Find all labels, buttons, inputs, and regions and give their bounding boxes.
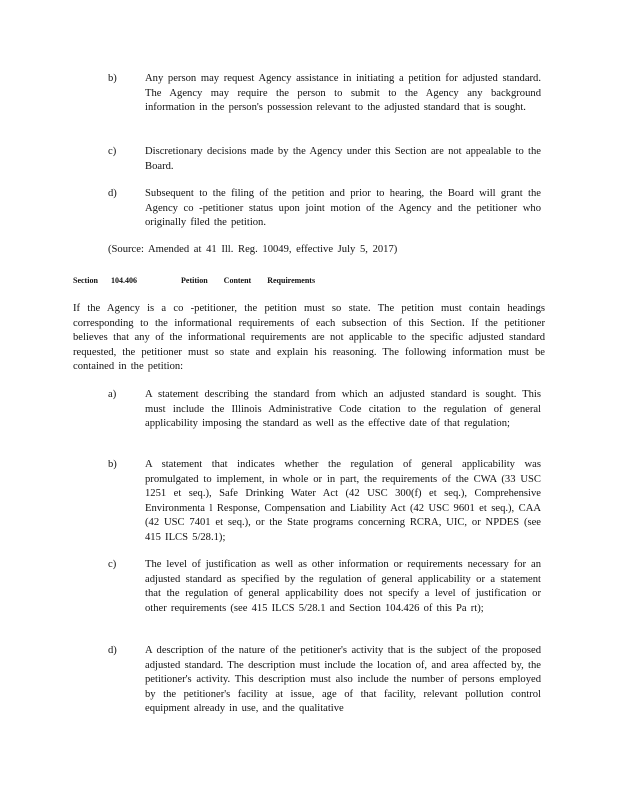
- list-item-label: c): [108, 559, 117, 570]
- section-number: 104.406: [111, 276, 137, 285]
- list-item-label: c): [108, 146, 117, 157]
- list-item-text: A statement that indicates whether the regulation of general applicability was promulgated to implement, in whole or in part, the requirements of the CWA (33 USC 1251 et seq.), Safe Drinking Water Act (42 USC 300(f) et seq.), Comprehensive Environmenta l Response, Compensation and Liability Act (42 USC 9601 et seq.), CAA (42 USC 7401 et seq.), or the State programs concerning RCRA, UIC, or NPDES (see 415 ILCS 5/28.1);: [145, 459, 541, 543]
- list-item-text: The level of justification as well as other information or requirements necessary for an adjusted standard as specified by the regulation of general applicability or a statement that the regulation of general applicability does not specify a level of justification or other requirements (see 415 ILCS 5/28.1 and Section 104.426 of this Pa rt);: [145, 559, 541, 614]
- list-item-text: Any person may request Agency assistance in initiating a petition for adjusted standard. The Agency may require the person to submit to the Agency any background information in the person's possession relevant to the adjusted standard that is sought.: [145, 73, 541, 114]
- source-note: (Source: Amended at 41 Ill. Reg. 10049, effective July 5, 2017): [108, 244, 398, 255]
- section-title: Petition Content Requirements: [181, 276, 316, 285]
- list-item-label: d): [108, 645, 117, 656]
- list-item-text: Subsequent to the filing of the petition and prior to hearing, the Board will grant the Agency co -petitioner status upon joint motion of the Agency and the petitioner who originally filed the petition.: [145, 188, 541, 229]
- list-item-label: a): [108, 389, 117, 400]
- intro-paragraph: If the Agency is a co -petitioner, the petition must so state. The petition must contain headings corresponding to the informational requirements of each subsection of this Section. If the petitioner believes that any of the informational requirements are not applicable to the specific adjusted standard requested, the petitioner must so state and explain his reasoning. The following information must be contained in the petition:: [73, 303, 545, 373]
- section-label: Section: [73, 276, 98, 285]
- list-item-text: A description of the nature of the petitioner's activity that is the subject of the proposed adjusted standard. The description must include the location of, and area affected by, the petitioner's activity. This description must also include the number of persons employed by the petitioner's facility at issue, age of that facility, relevant pollution control equipment already in use, and the qualitative: [145, 645, 541, 715]
- list-item-label: b): [108, 459, 117, 470]
- list-item-label: b): [108, 73, 117, 84]
- list-item-text: Discretionary decisions made by the Agency under this Section are not appealable to the Board.: [145, 146, 541, 172]
- list-item-label: d): [108, 188, 117, 199]
- list-item-text: A statement describing the standard from which an adjusted standard is sought. This must include the Illinois Administrative Code citation to the regulation of general applicability imposing the standard as well as the effective date of that regulation;: [145, 389, 541, 430]
